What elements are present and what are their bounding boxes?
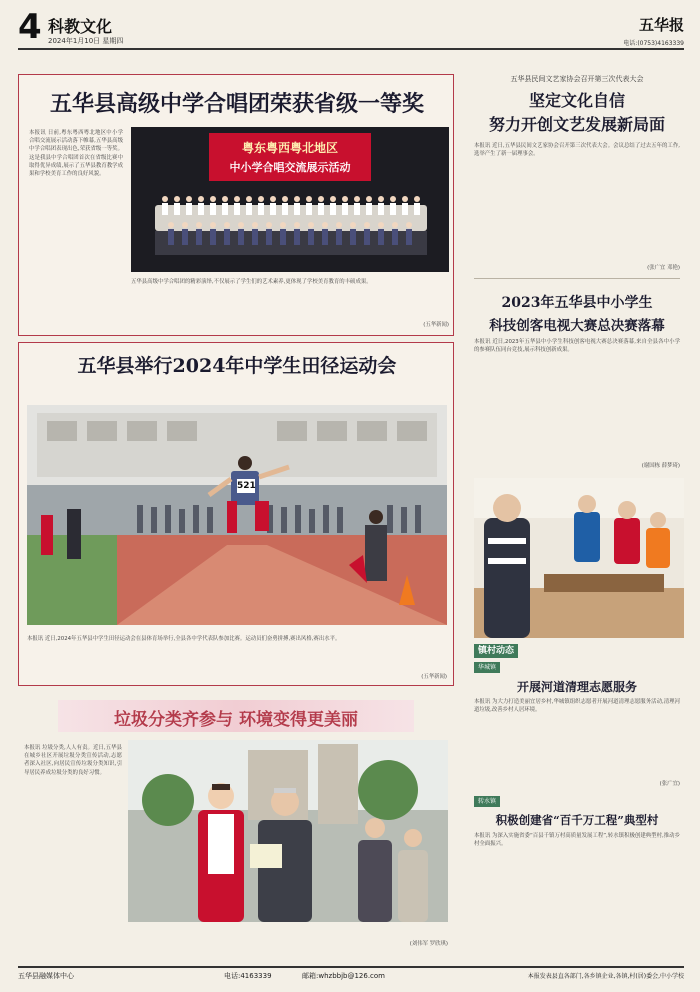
waste-title-bar xyxy=(58,700,414,732)
issue-date: 2024年1月10日 星期四 xyxy=(48,37,124,45)
article-choir xyxy=(18,74,454,336)
right-byline-3: (张广宜) xyxy=(659,781,680,787)
athletics-photo xyxy=(27,405,447,625)
right-title2-line2[interactable]: 科技创客电视大赛总决赛落幕 xyxy=(489,318,665,334)
waste-photo xyxy=(128,740,448,922)
maker-contest-photo xyxy=(474,478,684,638)
footer-org: 五华县融媒体中心 xyxy=(18,972,74,980)
choir-photo xyxy=(131,127,449,272)
right-byline-1: (张广宜 邓艳) xyxy=(647,265,680,271)
choir-group xyxy=(155,185,427,255)
article-waste xyxy=(18,694,454,960)
page-header xyxy=(18,8,684,50)
athletics-scene xyxy=(27,405,447,625)
page-number: 4 xyxy=(18,7,42,47)
article-athletics-title[interactable]: 五华县举行2024年中学生田径运动会 xyxy=(77,355,397,377)
waste-scene xyxy=(128,740,448,922)
article-waste-byline: (刘伟军 罗欣琪) xyxy=(409,941,448,947)
article-waste-text-a: 本报讯 垃圾分类,人人有责。近日,五华县在城乡社区开展垃圾分类宣传活动,志愿者深入社区,向居民宣传垃圾分类知识,引导居民养成垃圾分类的良好习惯。 xyxy=(24,745,122,776)
right-title3[interactable]: 开展河道清理志愿服务 xyxy=(516,680,637,694)
article-choir-text-a: 本报讯 日前,粤东粤西粤北地区中小学合唱交流展示活动落下帷幕,五华县高级中学合唱团表现出色,荣获省级一等奖。这是我县中学合唱团首次在省级比赛中取得优异成绩,展示了五华县教育教学成果和学校美育工作的良好风貌。 xyxy=(29,130,123,178)
section-title: 科教文化 xyxy=(48,17,113,36)
banner-line-2: 中小学合唱交流展示活动 xyxy=(229,161,351,174)
right-byline-2: (谢国栋 薛梦琦) xyxy=(641,463,680,469)
article-choir-byline: (五华新闻) xyxy=(423,322,449,328)
dynamics-banner xyxy=(474,644,684,658)
maker-scene xyxy=(474,478,684,638)
article-athletics-text-a: 本报讯 近日,2024年五华县中学生田径运动会在县体育场举行,全县各中学代表队参加比赛。运动员们奋勇拼搏,赛出风格,赛出水平。 xyxy=(27,636,341,642)
article-choir-text-b: 五华县高级中学合唱团的精彩演绎,不仅展示了学生们的艺术素养,更体现了学校美育教育的丰硕成果。 xyxy=(131,279,372,285)
town-tag-2: 转水镇 xyxy=(474,796,500,807)
footer-note: 本报发表县直各部门,各乡镇企业,各镇,村(居)委会,中小学校 xyxy=(527,973,684,980)
right-title1-line1[interactable]: 坚定文化自信 xyxy=(528,91,625,110)
banner-line-1: 粤东粤西粤北地区 xyxy=(241,141,338,155)
newspaper-name: 五华报 xyxy=(638,16,684,34)
divider xyxy=(474,278,680,279)
article-waste-title[interactable]: 垃圾分类齐参与 环境变得更美丽 xyxy=(114,710,358,730)
stage-banner xyxy=(209,133,371,181)
page-footer xyxy=(18,966,684,980)
editor-line: 电话:(0753)4163339 xyxy=(623,40,684,47)
article-athletics-byline: (五华新闻) xyxy=(421,674,447,680)
footer-phone: 电话:4163339 xyxy=(224,972,272,980)
right-title4[interactable]: 积极创建省“百千万工程”典型村 xyxy=(495,813,659,827)
article-athletics xyxy=(18,342,454,686)
article-choir-title[interactable]: 五华县高级中学合唱团荣获省级一等奖 xyxy=(49,91,424,117)
right-text-1: 本报讯 近日,五华县民间文艺家协会召开第三次代表大会。会议总结了过去五年的工作,选举产生了新一届理事会。 xyxy=(474,143,680,158)
right-title1-line2[interactable]: 努力开创文艺发展新局面 xyxy=(488,115,665,134)
bib-number: 521 xyxy=(237,481,256,491)
footer-email: 邮箱:whzbbjb@126.com xyxy=(302,972,386,980)
dynamics-label: 镇村动态 xyxy=(474,644,518,658)
choir-figures xyxy=(155,185,427,255)
town-tag-1: 华城镇 xyxy=(474,662,500,673)
right-text-4: 本报讯 为深入实施省委“百县千镇万村高质量发展工程”,转水镇积极创建典型村,推动乡村全面振兴。 xyxy=(474,833,680,848)
meeting-line: 五华县民间文艺家协会召开第三次代表大会 xyxy=(510,75,644,83)
right-text-3: 本报讯 为大力打造美丽宜居乡村,华城镇组织志愿者开展河道清理志愿服务活动,清理河道垃圾,改善乡村人居环境。 xyxy=(474,699,680,714)
right-text-2: 本报讯 近日,2023年五华县中小学生科技创客电视大赛总决赛落幕,来自全县各中小学的参赛队伍同台竞技,展示科技创新成果。 xyxy=(474,339,680,354)
right-title2-line1[interactable]: 2023年五华县中小学生 xyxy=(501,295,653,311)
